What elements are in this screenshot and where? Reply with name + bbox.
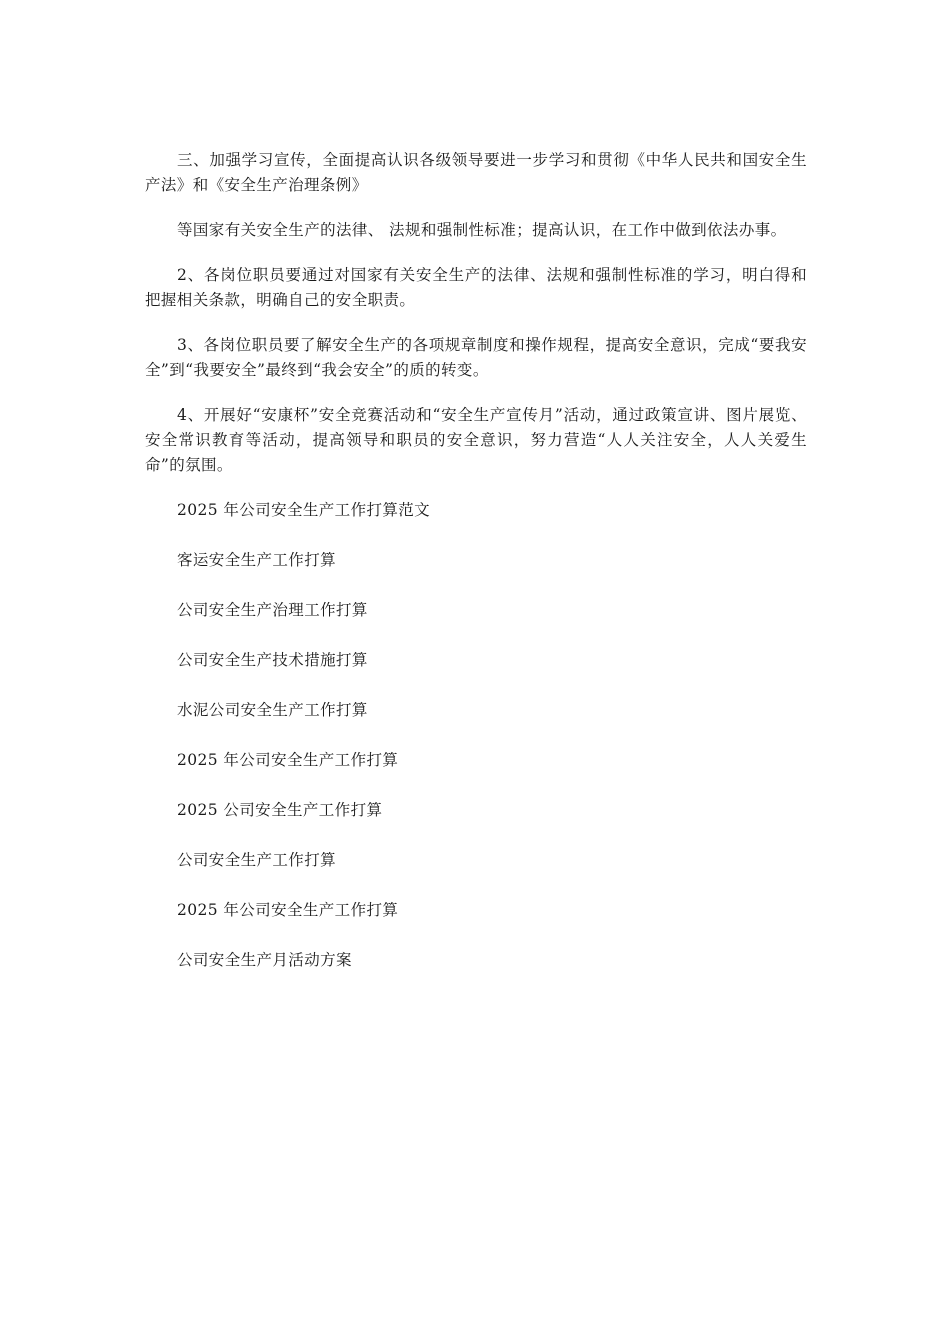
related-link[interactable]: 公司安全生产技术措施打算	[177, 651, 368, 669]
related-link[interactable]: 公司安全生产工作打算	[177, 851, 337, 869]
related-link[interactable]: 客运安全生产工作打算	[177, 551, 337, 569]
related-link[interactable]: 2025 年公司安全生产工作打算	[177, 751, 399, 769]
related-link[interactable]: 2025 年公司安全生产工作打算范文	[177, 501, 431, 519]
paragraph-compliance: 等国家有关安全生产的法律、 法规和强制性标准；提高认识，在工作中做到依法办事。	[177, 221, 787, 239]
related-link[interactable]: 2025 公司安全生产工作打算	[177, 801, 383, 819]
paragraph-section-three: 三、加强学习宣传，全面提高认识各级领导要进一步学习和贯彻《中华人民共和国安全生产法》和《安全生产治理条例》	[145, 151, 807, 194]
related-link[interactable]: 公司安全生产月活动方案	[177, 951, 352, 969]
related-link[interactable]: 公司安全生产治理工作打算	[177, 601, 368, 619]
related-links-list	[145, 498, 807, 973]
related-link[interactable]: 水泥公司安全生产工作打算	[177, 701, 368, 719]
document-body	[145, 148, 807, 998]
paragraph-item-4: 4、开展好“安康杯”安全竞赛活动和“安全生产宣传月”活动，通过政策宣讲、图片展览、安全常识教育等活动，提高领导和职员的安全意识，努力营造“人人关注安全，人人关爱生命”的氛围。	[145, 406, 807, 474]
paragraph-item-2: 2、各岗位职员要通过对国家有关安全生产的法律、法规和强制性标准的学习，明白得和把握相关条款，明确自己的安全职责。	[145, 266, 807, 309]
paragraph-item-3: 3、各岗位职员要了解安全生产的各项规章制度和操作规程，提高安全意识，完成“要我安全”到“我要安全”最终到“我会安全”的质的转变。	[145, 336, 807, 379]
related-link[interactable]: 2025 年公司安全生产工作打算	[177, 901, 399, 919]
